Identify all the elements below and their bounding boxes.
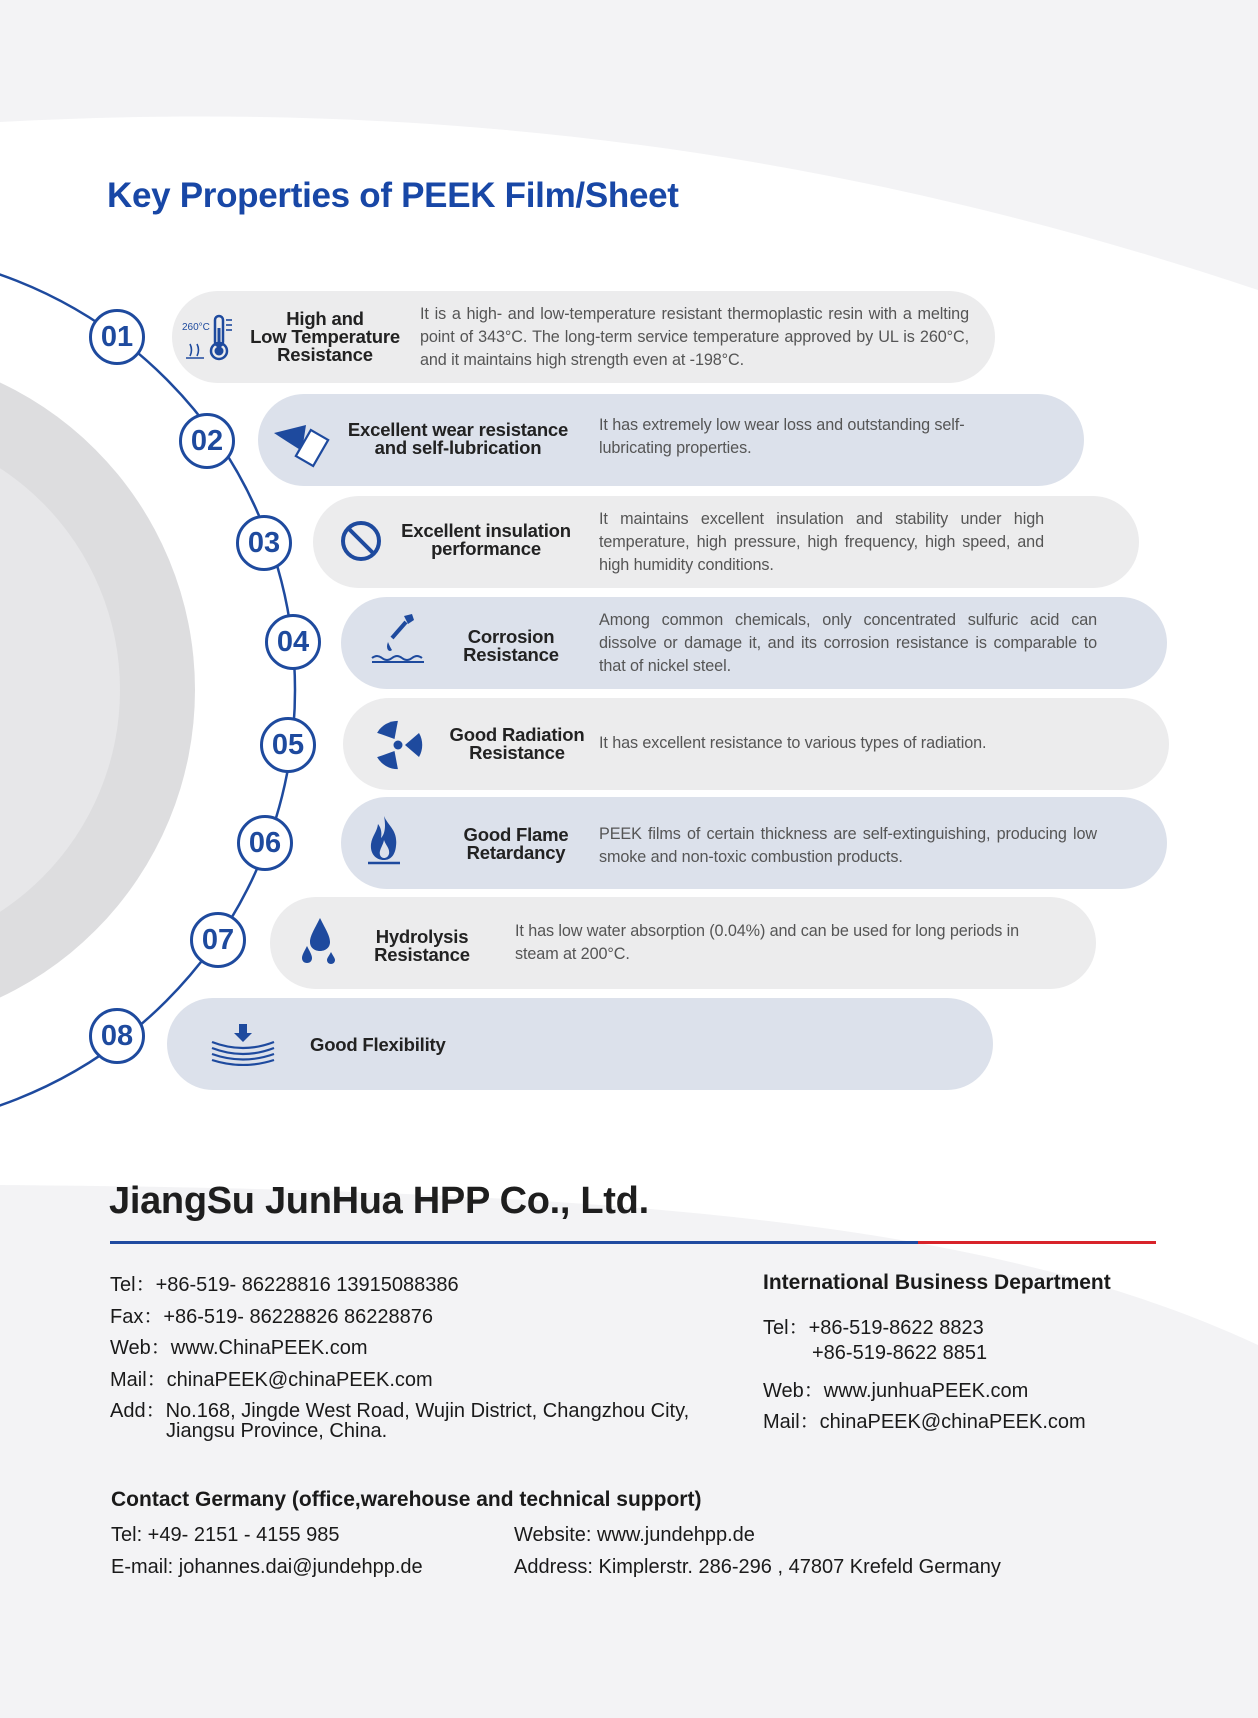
germany-address: Address: Kimplerstr. 286-296 , 47807 Krefeld Germany: [514, 1556, 1001, 1578]
flame-icon: [364, 814, 404, 866]
radiation-icon: [373, 720, 423, 770]
page-title: Key Properties of PEEK Film/Sheet: [107, 176, 679, 215]
property-card-08: [167, 998, 993, 1090]
property-desc-04: Among common chemicals, only concentrated sulfuric acid can dissolve or damage it, and its corrosion resistance is comparable to that of nickel steel.: [599, 611, 1097, 675]
company-address: Add：No.168, Jingde West Road, Wujin District, Changzhou City,: [110, 1400, 690, 1422]
step-number-08: 08: [89, 1008, 145, 1064]
insulation-icon: [336, 516, 386, 566]
company-mail: Mail：chinaPEEK@chinaPEEK.com: [110, 1369, 433, 1391]
step-number-07: 07: [190, 912, 246, 968]
property-title-07: Hydrolysis Resistance: [374, 926, 470, 965]
step-number-06: 06: [237, 815, 293, 871]
property-title-06: Good Flame Retardancy: [463, 824, 569, 863]
step-number-03: 03: [236, 515, 292, 571]
germany-heading: Contact Germany (office,warehouse and technical support): [111, 1488, 702, 1511]
property-desc-06: PEEK films of certain thickness are self-extinguishing, producing low smoke and non-toxic combustion products.: [599, 825, 1097, 866]
company-address-line2: Jiangsu Province, China.: [166, 1420, 388, 1442]
property-title-05: Good Radiation Resistance: [449, 724, 585, 763]
property-desc-02: It has extremely low wear loss and outstanding self-lubricating properties.: [599, 416, 965, 457]
step-number-01: 01: [89, 309, 145, 365]
wear-icon: [272, 419, 336, 471]
property-title-08: Good Flexibility: [310, 1034, 446, 1055]
germany-email: E-mail: johannes.dai@jundehpp.de: [111, 1556, 423, 1578]
property-desc-07: It has low water absorption (0.04%) and can be used for long periods in steam at 200°C.: [515, 922, 1020, 963]
intl-mail: Mail：chinaPEEK@chinaPEEK.com: [763, 1411, 1086, 1433]
property-title-04: Corrosion Resistance: [463, 626, 559, 665]
company-fax: Fax：+86-519- 86228826 86228876: [110, 1306, 434, 1328]
step-number-04: 04: [265, 614, 321, 670]
company-web: Web：www.ChinaPEEK.com: [110, 1337, 368, 1359]
step-number-02: 02: [179, 413, 235, 469]
thermometer-icon: [182, 312, 238, 364]
property-title-02: Excellent wear resistance and self-lubrication: [347, 419, 569, 458]
property-desc-01: It is a high- and low-temperature resistant thermoplastic resin with a melting point of 343°C. The long-term service temperature approved by UL is 260°C, and it maintains high strength even at -198°C.: [420, 305, 969, 369]
germany-tel: Tel: +49- 2151 - 4155 985: [111, 1524, 340, 1546]
company-tel: Tel：+86-519- 86228816 13915088386: [110, 1274, 459, 1296]
water-drops-icon: [298, 916, 342, 966]
company-name: JiangSu JunHua HPP Co., Ltd.: [109, 1180, 649, 1222]
intl-dept-heading: International Business Department: [763, 1271, 1111, 1294]
intl-tel: Tel：+86-519-8622 8823: [763, 1317, 984, 1339]
property-title-01: High and Low Temperature Resistance: [250, 308, 400, 365]
temperature-label: 260°C: [182, 322, 210, 333]
property-desc-03: It maintains excellent insulation and stability under high temperature, high pressure, high frequency, high speed, and high humidity conditions.: [599, 510, 1044, 574]
divider-red: [918, 1241, 1156, 1244]
germany-website: Website: www.jundehpp.de: [514, 1524, 755, 1546]
property-title-03: Excellent insulation performance: [401, 520, 571, 559]
step-number-05: 05: [260, 717, 316, 773]
property-desc-05: It has excellent resistance to various types of radiation.: [599, 734, 987, 752]
corrosion-icon: [368, 612, 428, 664]
divider-blue: [110, 1241, 918, 1244]
flexibility-icon: [210, 1022, 276, 1066]
intl-web: Web：www.junhuaPEEK.com: [763, 1380, 1029, 1402]
intl-tel2: +86-519-8622 8851: [812, 1342, 988, 1364]
